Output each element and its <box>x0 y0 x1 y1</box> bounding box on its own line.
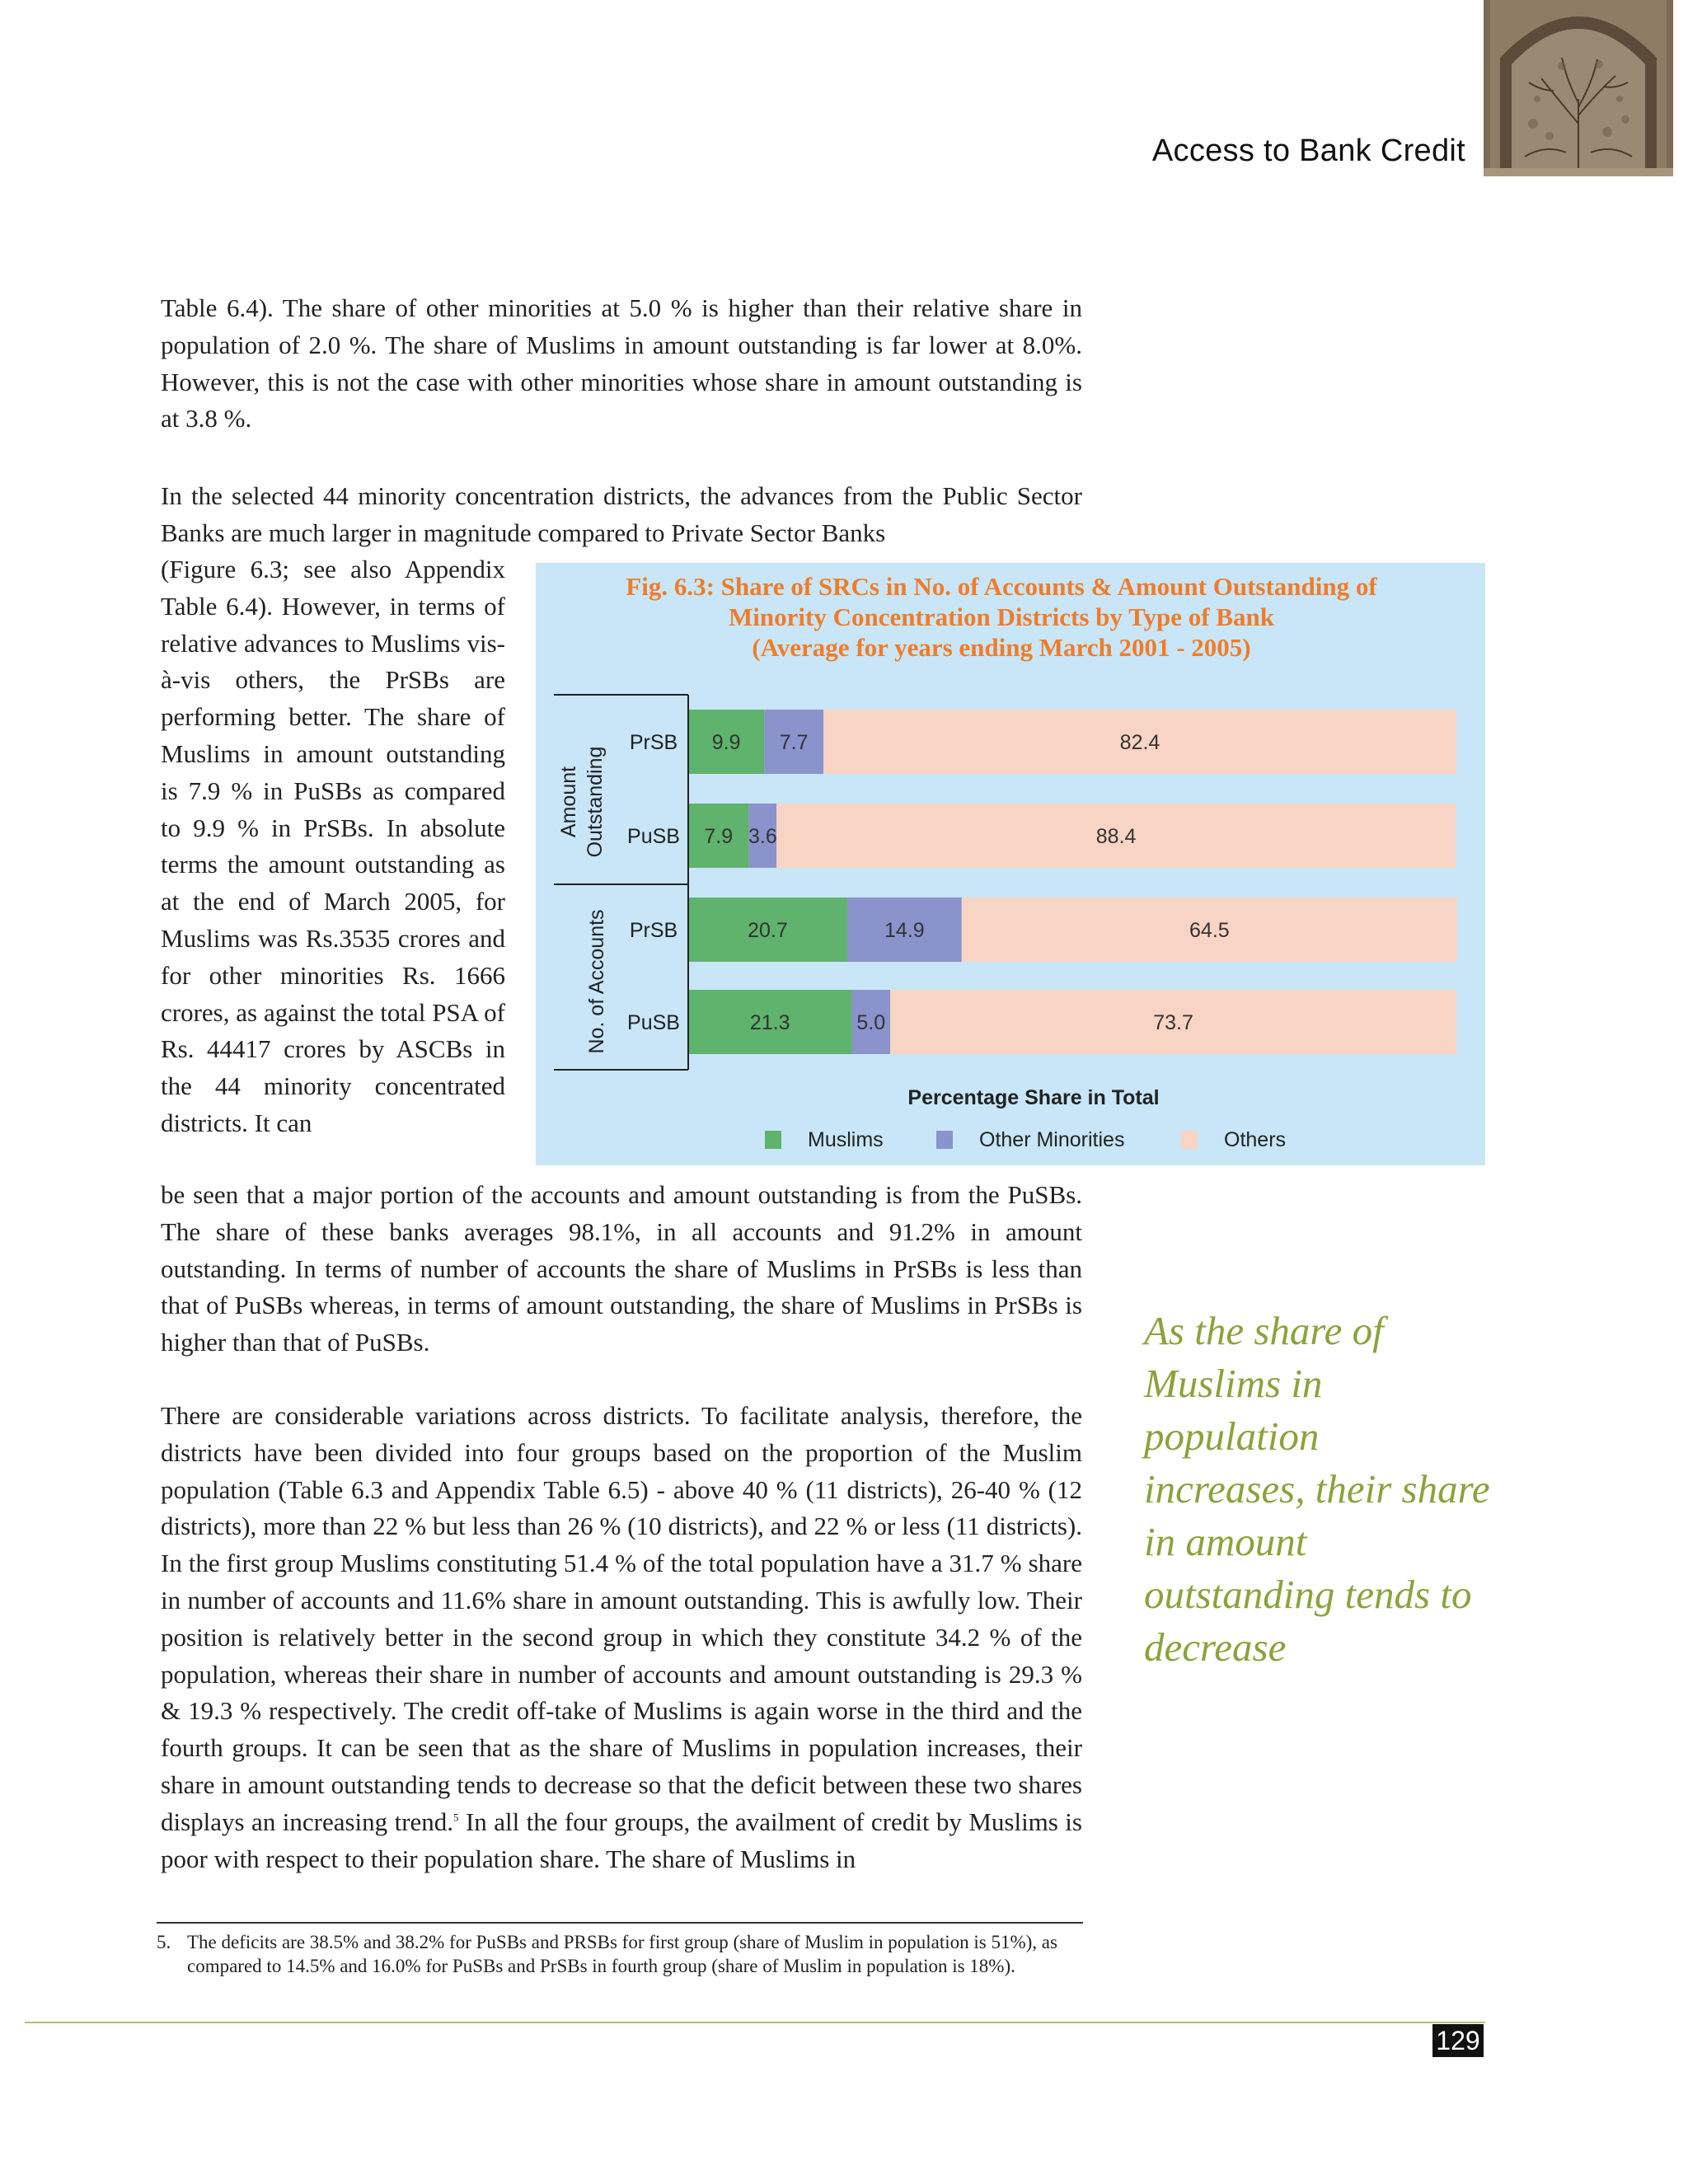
paragraph-advances-conclusion: be seen that a major portion of the accounts and amount outstanding is from the PuSBs. The share of these banks averages 98.1%, in all accounts and 91.2% in amount outstanding. In terms of number of accounts the share of Muslims in PrSBs is less than that of PuSBs whereas, in terms of amount outstanding, the share of Muslims in PrSBs is higher than that of PuSBs. <box>161 1180 1082 1357</box>
data-label-muslims-row-1: 9.9 <box>711 731 741 754</box>
header-photo-jali-window <box>1484 0 1673 176</box>
page-number: 129 <box>1432 2024 1484 2057</box>
data-label-others-row-3: 64.5 <box>1189 919 1230 942</box>
category-label-pusb-4: PuSB <box>627 1011 680 1034</box>
data-label-other-minorities-row-2: 3.6 <box>748 825 777 848</box>
footnote <box>157 1930 1083 1978</box>
category-label-pusb-2: PuSB <box>627 825 680 848</box>
pull-quote: As the share of Muslims in population increases, their share in amount outstanding tends to decrease <box>1144 1308 1490 1670</box>
data-label-others-row-4: 73.7 <box>1153 1011 1193 1034</box>
paragraph-intro-continuation: Table 6.4). The share of other minorities at 5.0 % is higher than their relative share in population of 2.0 %. The share of Muslims in amount outstanding is far lower at 8.0%. However, this is not the case with other minorities whose share in amount outstanding is at 3.8 %. <box>161 293 1082 434</box>
x-axis-title: Percentage Share in Total <box>907 1086 1160 1109</box>
data-label-others-row-2: 88.4 <box>1095 825 1137 848</box>
data-label-muslims-row-3: 20.7 <box>748 919 788 942</box>
footnote-text: The deficits are 38.5% and 38.2% for PuSBs and PRSBs for first group (share of Muslim in population is 51%), as compared to 14.5% and 16.0% for PuSBs and PrSBs in fourth group (share of Muslim in population is 18%). <box>187 1932 1057 1976</box>
paragraph-advances-wrapped: (Figure 6.3; see also Appendix Table 6.4). However, in terms of relative advances to Muslims vis-à-vis others, the PrSBs are performing better. The share of Muslims in amount outstanding is 7.9 % in PuSBs as compared to 9.9 % in PrSBs. In absolute terms the amount outstanding as at the end of March 2005, for Muslims was Rs.3535 crores and for other minorities Rs. 1666 crores, as against the total PSA of Rs. 44417 crores by ASCBs in the 44 minority concentrated districts. It can <box>161 555 505 1137</box>
footer-rule <box>25 2022 1485 2023</box>
data-label-muslims-row-2: 7.9 <box>704 825 734 848</box>
group-label-no-of-accounts: No. of Accounts <box>585 909 608 1054</box>
data-label-other-minorities-row-1: 7.7 <box>779 731 809 754</box>
running-header-title: Access to Bank Credit <box>1151 134 1465 168</box>
data-label-others-row-1: 82.4 <box>1119 731 1160 754</box>
figure-title-line-1: Fig. 6.3: Share of SRCs in No. of Accounts & Amount Outstanding of <box>626 572 1377 601</box>
figure-6-3 <box>536 563 1485 1165</box>
legend-swatch-others <box>1181 1131 1198 1149</box>
footnote-divider <box>157 1922 1083 1924</box>
stacked-bar-chart <box>536 563 1485 1165</box>
paragraph-advances-intro: In the selected 44 minority concentration districts, the advances from the Public Sector Banks are much larger in magnitude compared to Private Sector Banks <box>161 481 1082 547</box>
figure-title-line-3: (Average for years ending March 2001 - 2005) <box>752 633 1251 662</box>
category-label-prsb-3: PrSB <box>629 919 678 942</box>
legend-label-others: Others <box>1224 1128 1287 1151</box>
paragraph-district-variations <box>161 1398 1082 1877</box>
data-label-other-minorities-row-3: 14.9 <box>884 919 925 942</box>
paragraph-district-main: There are considerable variations across districts. To facilitate analysis, therefore, the districts have been divided into four groups based on the proportion of the Muslim population (Table 6.3 and Appendix Table 6.5) - above 40 % (11 districts), 26-40 % (12 districts), more than 22 % but less than 26 % (10 districts), and 22 % or less (11 districts). In the first group Muslims constituting 51.4 % of the total population have a 31.7 % share in number of accounts and 11.6% share in amount outstanding. This is awfully low. Their position is relatively better in the second group in which they constitute 34.2 % of the population, whereas their share in number of accounts and amount outstanding is 29.3 % & 19.3 % respectively. The credit off-take of Muslims is again worse in the third and the fourth groups. It can be seen that as the share of Muslims in population increases, their share in amount outstanding tends to decrease so that the deficit between these two shares displays an increasing trend. <box>161 1401 1082 1836</box>
category-label-prsb-1: PrSB <box>629 731 678 754</box>
legend-swatch-other-minorities <box>936 1131 953 1149</box>
legend-swatch-muslims <box>765 1131 781 1149</box>
footnote-number: 5. <box>157 1932 171 1952</box>
paragraph-district-tail: In all the four groups, the availment of credit by Muslims is poor with respect to their population share. The share of Muslims in <box>161 1807 1082 1873</box>
data-label-other-minorities-row-4: 5.0 <box>856 1011 886 1034</box>
legend-label-other-minorities: Other Minorities <box>979 1128 1125 1151</box>
group-label-amount-outstanding: Amount Outstanding <box>557 746 607 858</box>
legend-label-muslims: Muslims <box>808 1128 884 1151</box>
data-label-muslims-row-4: 21.3 <box>749 1011 790 1034</box>
figure-title-line-2: Minority Concentration Districts by Type of Bank <box>729 602 1274 631</box>
footnote-reference[interactable]: 5 <box>453 1811 459 1824</box>
